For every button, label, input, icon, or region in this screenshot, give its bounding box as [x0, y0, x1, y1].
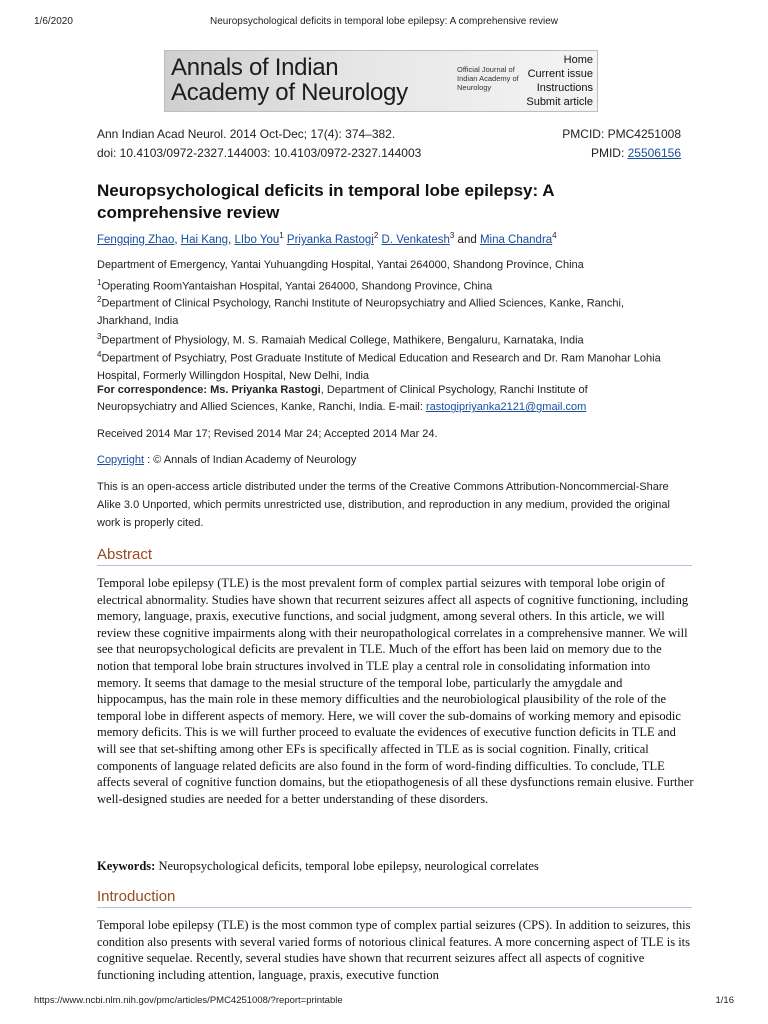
affiliation: $^3$Department of Physiology, M. S. Ramaiah Medical College, Mathikere, Bengaluru, Karnataka, India — [97, 332, 584, 347]
menu-item-instructions[interactable]: Instructions — [536, 82, 593, 94]
journal-name: Annals of Indian Academy of Neurology — [171, 54, 408, 106]
menu-item-submit-article[interactable]: Submit article — [526, 96, 593, 108]
article-title: Neuropsychological deficits in temporal lobe epilepsy: A comprehensive review — [97, 181, 554, 222]
affiliation: $^2$Department of Clinical Psychology, Ranchi Institute of Neuropsychiatry and Allied Sciences, Kanke, Ranchi, Jharkhand, India — [97, 295, 625, 327]
print-page-number: 1/16 — [715, 995, 734, 1006]
pmcid: PMCID: PMC4251008 — [562, 127, 681, 141]
copyright-link[interactable]: Copyright — [97, 454, 145, 466]
copyright: Copyright : © Annals of Indian Academy of Neurology — [97, 454, 357, 466]
print-page-title: Neuropsychological deficits in temporal lobe epilepsy: A comprehensive review — [210, 16, 558, 27]
doi: doi: 10.4103/0972-2327.144003: 10.4103/0972-2327.144003 — [97, 146, 422, 160]
author-link[interactable]: Mina Chandra — [479, 233, 553, 246]
menu-item-current-issue[interactable]: Current issue — [527, 68, 593, 80]
journal-official-text: Official Journal of Indian Academy of Neurology — [457, 65, 519, 92]
introduction-heading: Introduction — [97, 888, 692, 908]
journal-reference: Ann Indian Acad Neurol. 2014 Oct-Dec; 17(4): 374–382. — [97, 127, 396, 141]
affiliation: $^1$Operating RoomYantaishan Hospital, Yantai 264000, Shandong Province, China — [97, 278, 493, 293]
keywords: Keywords: Neuropsychological deficits, temporal lobe epilepsy, neurological correlates — [97, 859, 539, 873]
menu-item-home[interactable]: Home — [563, 54, 593, 66]
license-text: This is an open-access article distributed under the terms of the Creative Commons Attribution-Noncommercial-Share Alike 3.0 Unported, which permits unrestricted use, distribution, and reproduction in any medium, provided the original work is properly cited. — [97, 481, 670, 529]
abstract-text: Temporal lobe epilepsy (TLE) is the most prevalent form of complex partial seizures with temporal lobe origin of electrical abnormality. Studies have shown that recurrent seizures affect all aspects of cognitive functioning, including memory, language, praxis, executive functions, and social judgment, among several others. In this article, we will review these cognitive impairments along with their neuropathological correlates in a comprehensive manner. We will see that neuropsychological deficits are prevalent in TLE. Much of the effort has been laid on memory due to the notion that temporal lobe brain structures involved in TLE play a central role in consolidating information into memory. It seems that damage to the mesial structure of the temporal lobe, particularly the amygdale and hippocampus, has the main role in these memory difficulties and the neurobiological plausibility of the role of the temporal lobe in different aspects of memory. Here, we will cover the sub-domains of working memory and episodic memory deficits. This is we will further proceed to evaluate the evidences of executive function deficits in TLE and will see that set-shifting among other EFs is specifically affected in TLE as is social cognition. Finally, critical components of language related deficits are also found in the form of word-finding difficulties. To conclude, TLE affects several of cognitive function domains, but the etiopathogenesis of all these dysfunctions remain elusive. Further well-designed studies are needed for a better understanding of these disorders. — [97, 576, 694, 806]
print-url: https://www.ncbi.nlm.nih.gov/pmc/articles/PMC4251008/?report=printable — [34, 995, 343, 1006]
correspondence: For correspondence: Ms. Priyanka Rastogi, Department of Clinical Psychology, Ranchi Institute of Neuropsychiatry and Allied Sciences, Kanke, Ranchi, India. E-mail: rastogipriyanka2121@gmail.com — [97, 384, 588, 414]
author-link[interactable]: Fengqing Zhao — [97, 233, 175, 246]
journal-banner — [164, 50, 598, 112]
author-list: Fengqing Zhao, Hai Kang, LIbo You$^1$ Priyanka Rastogi$^2$ D. Venkatesh$^3$ and Mina Chandra$^4$ — [97, 231, 557, 246]
author-link[interactable]: D. Venkatesh — [381, 233, 450, 246]
pmid: PMID: 25506156 — [590, 146, 681, 160]
affiliation: Department of Emergency, Yantai Yuhuangding Hospital, Yantai 264000, Shandong Province, China — [97, 259, 584, 271]
pmid-link[interactable]: 25506156 — [627, 146, 681, 160]
journal-menu — [513, 53, 593, 109]
author-link[interactable]: Hai Kang — [180, 233, 229, 246]
author-link[interactable]: Priyanka Rastogi — [286, 233, 374, 246]
correspondence-email-link[interactable]: rastogipriyanka2121@gmail.com — [425, 401, 587, 414]
introduction-text: Temporal lobe epilepsy (TLE) is the most common type of complex partial seizures (CPS). In addition to seizures, this condition also presents with several varied forms of notorious clinical features. A more concerning aspect of TLE is its cognitive sequelae. Recently, several studies have shown that recurrent seizures affect all aspects of cognitive functioning including attention, language, praxis, executive function — [97, 918, 691, 982]
author-link[interactable]: LIbo You — [234, 233, 280, 246]
affiliation: $^4$Department of Psychiatry, Post Graduate Institute of Medical Education and Research and Dr. Ram Manohar Lohia Hospital, Formerly Willingdon Hospital, New Delhi, India — [97, 350, 661, 382]
print-date: 1/6/2020 — [34, 16, 73, 27]
abstract-heading: Abstract — [97, 546, 692, 566]
article-dates: Received 2014 Mar 17; Revised 2014 Mar 24; Accepted 2014 Mar 24. — [97, 428, 438, 440]
